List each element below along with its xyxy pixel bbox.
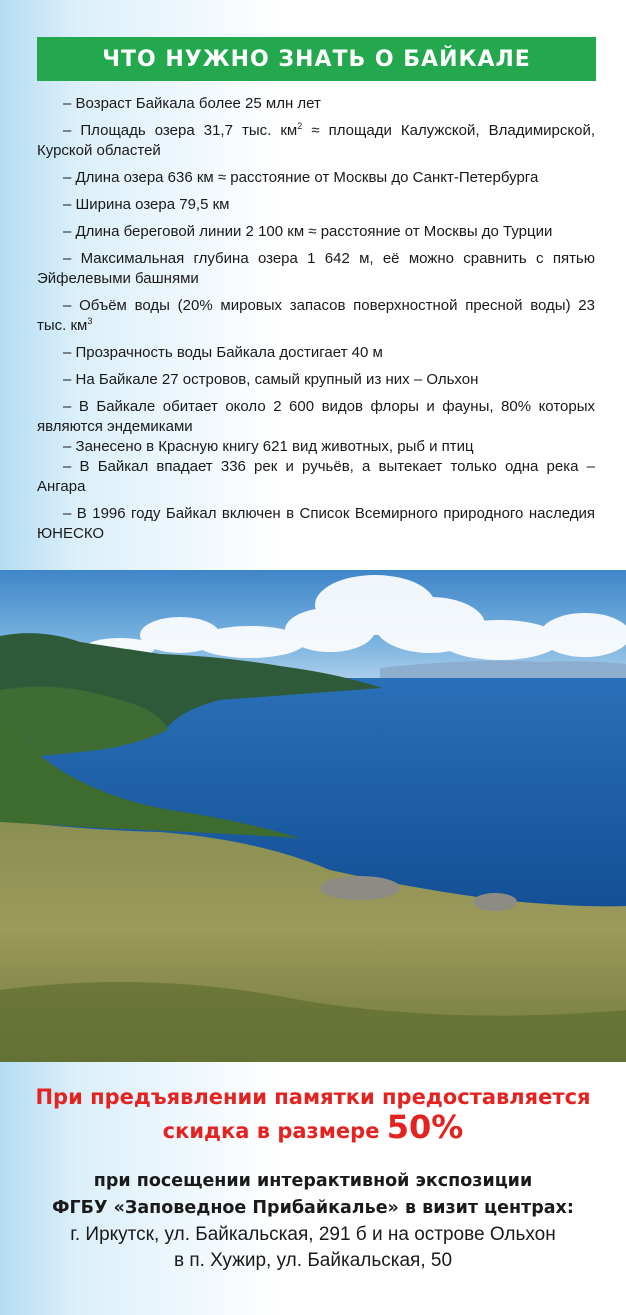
promo-headline: При предъявлении памятки предоставляется скидка в размере 50% [35, 1085, 591, 1146]
header-title: ЧТО НУЖНО ЗНАТЬ О БАЙКАЛЕ [102, 46, 531, 72]
fact-item: – Возраст Байкала более 25 млн лет [63, 95, 321, 112]
fact-item: – На Байкале 27 островов, самый крупный из них – Ольхон [63, 371, 479, 388]
fact-item: – Длина береговой линии 2 100 км ≈ расстояние от Москвы до Турции [63, 223, 553, 240]
fact-item: – Прозрачность воды Байкала достигает 40 м [63, 344, 383, 361]
page-header [37, 37, 596, 81]
fact-item: – Площадь озера 31,7 тыс. $км^2$ ≈ площади Калужской, Владимирской, Курской областей [37, 121, 595, 159]
fact-item: – В 1996 году Байкал включен в Список Всемирного природного наследия ЮНЕСКО [37, 505, 595, 542]
fact-item: – Объём воды (20% мировых запасов поверхностной пресной воды) 23 тыс. $км^3$ [37, 297, 595, 334]
discount-promo [0, 1082, 626, 1274]
fact-item: – Максимальная глубина озера 1 642 м, её можно сравнить с пятью Эйфелевыми башнями [37, 250, 595, 287]
fact-item: – Длина озера 636 км ≈ расстояние от Москвы до Санкт-Петербурга [63, 169, 539, 186]
discount-percent: 50% [386, 1108, 464, 1146]
fact-item: – В Байкал впадает 336 рек и ручьёв, а вытекает только одна река – Ангара [37, 458, 595, 495]
fact-item: – Ширина озера 79,5 км [63, 196, 230, 213]
facts-list [37, 94, 595, 551]
baikal-landscape-photo [0, 570, 626, 1062]
fact-item: – В Байкале обитает около 2 600 видов флоры и фауны, 80% которых являются эндемиками [37, 398, 595, 435]
promo-subtitle: при посещении интерактивной экспозиции ФГБУ «Заповедное Прибайкалье» в визит центрах: [52, 1171, 574, 1218]
visitor-center-addresses: г. Иркутск, ул. Байкальская, 291 б и на острове Ольхон в п. Хужир, ул. Байкальская, 50 [70, 1224, 556, 1271]
fact-item: – Занесено в Красную книгу 621 вид животных, рыб и птиц [63, 438, 474, 455]
